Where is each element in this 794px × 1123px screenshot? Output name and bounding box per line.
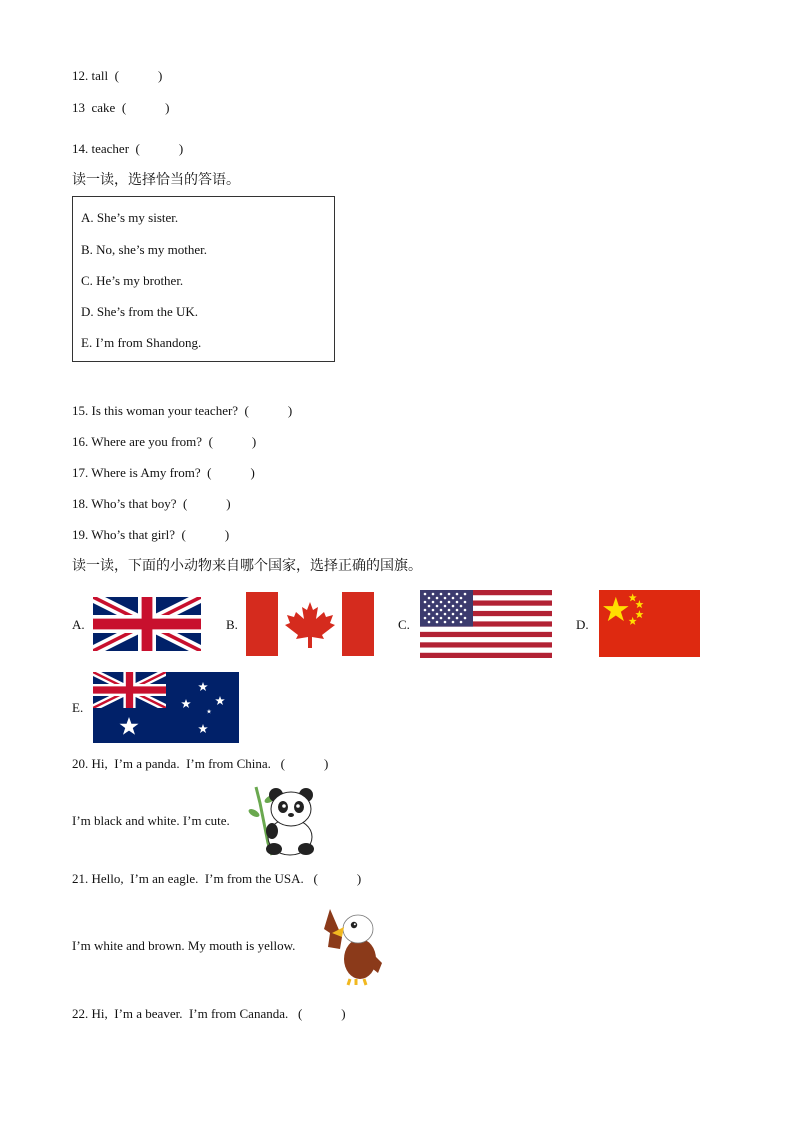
question-20: 20. Hi, I’m a panda. I’m from China. ( ) [72, 756, 329, 771]
question-17: 17. Where is Amy from? ( ) [72, 465, 255, 480]
question-15: 15. Is this woman your teacher? ( ) [72, 403, 293, 418]
flag-label-a: A. [72, 617, 85, 632]
eagle-icon [320, 903, 388, 987]
section-heading-flags: 读一读，下面的小动物来自哪个国家，选择正确的国旗。 [72, 558, 422, 574]
flag-label-b: B. [226, 617, 238, 632]
question-22: 22. Hi, I’m a beaver. I’m from Cananda. ( ) [72, 1006, 346, 1021]
option-b: B. No, she’s my mother. [81, 242, 208, 257]
flag-label-e: E. [72, 700, 84, 715]
eagle-description: I’m white and brown. My mouth is yellow. [72, 938, 296, 953]
option-e: E. I’m from Shandong. [81, 335, 202, 350]
usa-flag-icon [420, 590, 552, 658]
option-a: A. She’s my sister. [81, 210, 179, 225]
question-19: 19. Who’s that girl? ( ) [72, 527, 230, 542]
flag-label-d: D. [576, 617, 589, 632]
question-16: 16. Where are you from? ( ) [72, 434, 257, 449]
flag-label-c: C. [398, 617, 410, 632]
china-flag-icon [599, 590, 700, 657]
panda-icon [248, 783, 320, 859]
word-item-12: 12. tall ( ) [72, 68, 163, 83]
options-box [72, 196, 335, 362]
panda-description: I’m black and white. I’m cute. [72, 813, 230, 828]
option-d: D. She’s from the UK. [81, 304, 198, 319]
uk-flag-icon [93, 597, 201, 651]
question-18: 18. Who’s that boy? ( ) [72, 496, 231, 511]
option-c: C. He’s my brother. [81, 273, 184, 288]
word-item-13: 13 cake ( ) [72, 100, 170, 115]
word-item-14: 14. teacher ( ) [72, 141, 184, 156]
australia-flag-icon [93, 672, 239, 743]
question-21: 21. Hello, I’m an eagle. I’m from the USA. ( ) [72, 871, 362, 886]
canada-flag-icon [246, 592, 374, 656]
section-heading-answers: 读一读，选择恰当的答语。 [72, 172, 240, 188]
